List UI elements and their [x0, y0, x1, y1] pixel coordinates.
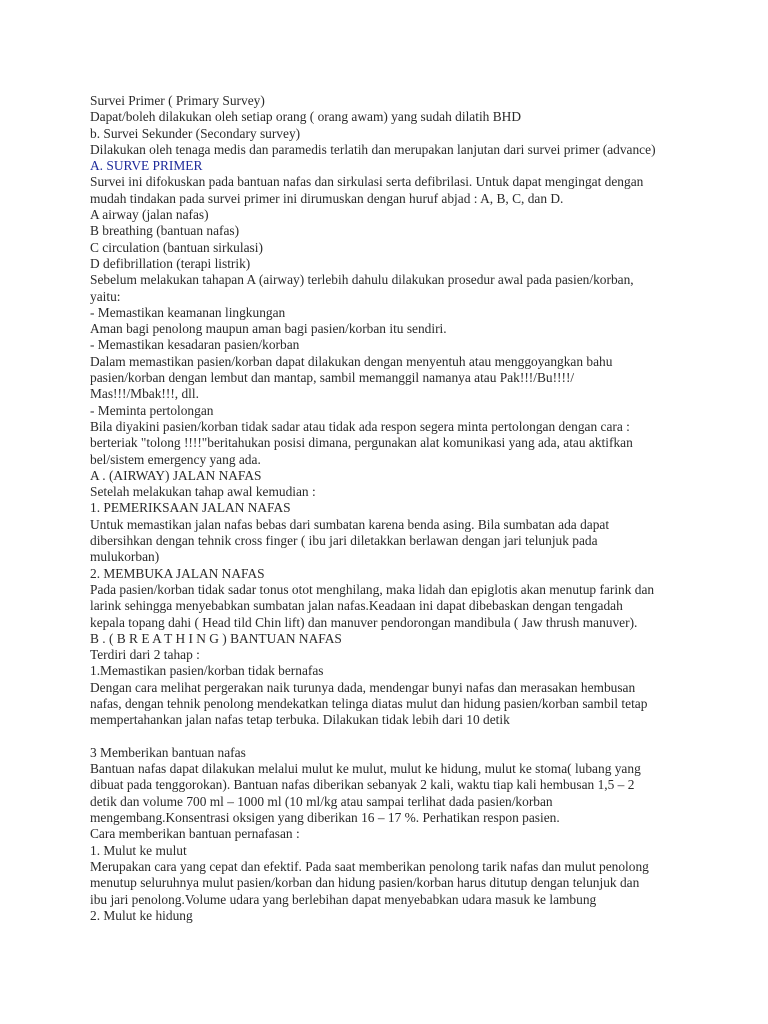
document-page — [90, 93, 710, 924]
text-line: Sebelum melakukan tahapan A (airway) terlebih dahulu dilakukan prosedur awal pada pasien/korban, — [90, 272, 634, 288]
text-line: nafas, dengan tehnik penolong mendekatkan telinga diatas mulut dan hidung pasien/korban sambil tetap — [90, 695, 648, 711]
text-line: berteriak "tolong !!!!"beritahukan posisi dimana, pergunakan alat komunikasi yang ada, atau aktifkan — [90, 435, 633, 451]
text-line: Survei ini difokuskan pada bantuan nafas dan sirkulasi serta defibrilasi. Untuk dapat mengingat dengan — [90, 174, 644, 190]
text-line: - Meminta pertolongan — [90, 402, 214, 418]
text-line: 1.Memastikan pasien/korban tidak bernafas — [90, 663, 324, 679]
text-line: Merupakan cara yang cepat dan efektif. Pada saat memberikan penolong tarik nafas dan mulut penolong — [90, 858, 649, 874]
text-line: B . ( B R E A T H I N G ) BANTUAN NAFAS — [90, 630, 342, 646]
text-line: Setelah melakukan tahap awal kemudian : — [90, 484, 316, 500]
text-line: larink sehingga menyebabkan sumbatan jalan nafas.Keadaan ini dapat dibebaskan dengan tengadah — [90, 598, 623, 614]
text-line: 3 Memberikan bantuan nafas — [90, 744, 246, 760]
text-line: C circulation (bantuan sirkulasi) — [90, 239, 263, 255]
text-line: A . (AIRWAY) JALAN NAFAS — [90, 467, 262, 483]
text-line: mudah tindakan pada survei primer ini dirumuskan dengan huruf abjad : A, B, C, dan D. — [90, 190, 564, 206]
text-line: mempertahankan jalan nafas tetap terbuka. Dilakukan tidak lebih dari 10 detik — [90, 712, 510, 728]
text-line: Mas!!!/Mbak!!!, dll. — [90, 386, 199, 402]
text-line: 2. Mulut ke hidung — [90, 907, 193, 923]
text-line: Dalam memastikan pasien/korban dapat dilakukan dengan menyentuh atau menggoyangkan bahu — [90, 353, 613, 369]
text-line: Cara memberikan bantuan pernafasan : — [90, 826, 300, 842]
text-line: Untuk memastikan jalan nafas bebas dari sumbatan karena benda asing. Bila sumbatan ada dapat — [90, 516, 610, 532]
section-heading: A. SURVE PRIMER — [90, 158, 203, 174]
text-line: pasien/korban dengan lembut dan mantap, sambil memanggil namanya atau Pak!!!/Bu!!!!/ — [90, 370, 575, 386]
text-line: Survei Primer ( Primary Survey) — [90, 93, 265, 108]
text-line: mengembang.Konsentrasi oksigen yang diberikan 16 – 17 %. Perhatikan respon pasien. — [90, 810, 560, 826]
text-line: Terdiri dari 2 tahap : — [90, 647, 200, 663]
text-line: mulukorban) — [90, 549, 160, 565]
text-line: yaitu: — [90, 288, 121, 304]
text-line: dibuat pada tenggorokan). Bantuan nafas diberikan sebanyak 2 kali, waktu tiap kali hembusan 1,5 – 2 — [90, 777, 635, 793]
text-line: Bila diyakini pasien/korban tidak sadar atau tidak ada respon segera minta pertolongan dengan cara : — [90, 418, 630, 434]
text-line: Dengan cara melihat pergerakan naik turunya dada, mendengar bunyi nafas dan merasakan hembusan — [90, 679, 636, 695]
text-line: - Memastikan kesadaran pasien/korban — [90, 337, 300, 353]
text-line: Bantuan nafas dapat dilakukan melalui mulut ke mulut, mulut ke hidung, mulut ke stoma( lubang yang — [90, 761, 641, 777]
text-line: 1. Mulut ke mulut — [90, 842, 187, 858]
text-line: b. Survei Sekunder (Secondary survey) — [90, 125, 301, 141]
text-line: Dilakukan oleh tenaga medis dan paramedis terlatih dan merupakan lanjutan dari survei primer (advance) — [90, 141, 656, 157]
text-line: - Memastikan keamanan lingkungan — [90, 304, 286, 320]
text-line: bel/sistem emergency yang ada. — [90, 451, 261, 467]
text-line: dibersihkan dengan tehnik cross finger ( ibu jari diletakkan berlawan dengan jari telunjuk pada — [90, 533, 598, 549]
text-line: detik dan volume 700 ml – 1000 ml (10 ml/kg atau sampai terlihat dada pasien/korban — [90, 793, 553, 809]
text-line: D defibrillation (terapi listrik) — [90, 255, 251, 271]
text-line: Dapat/boleh dilakukan oleh setiap orang ( orang awam) yang sudah dilatih BHD — [90, 109, 521, 125]
text-line: 1. PEMERIKSAAN JALAN NAFAS — [90, 500, 291, 516]
text-line: A airway (jalan nafas) — [90, 207, 209, 223]
text-line: Pada pasien/korban tidak sadar tonus otot menghilang, maka lidah dan epiglotis akan menutup farink dan — [90, 581, 655, 597]
text-line: B breathing (bantuan nafas) — [90, 223, 240, 239]
text-line: menutup seluruhnya mulut pasien/korban dan hidung pasien/korban harus ditutup dengan telunjuk dan — [90, 875, 640, 891]
text-line: 2. MEMBUKA JALAN NAFAS — [90, 565, 265, 581]
blank-line — [90, 729, 710, 745]
text-line: Aman bagi penolong maupun aman bagi pasien/korban itu sendiri. — [90, 321, 447, 337]
text-line: kepala topang dahi ( Head tild Chin lift) dan manuver pendorongan mandibula ( Jaw thrush manuver). — [90, 614, 638, 630]
text-line: ibu jari penolong.Volume udara yang berlebihan dapat menyebabkan udara masuk ke lambung — [90, 891, 597, 907]
